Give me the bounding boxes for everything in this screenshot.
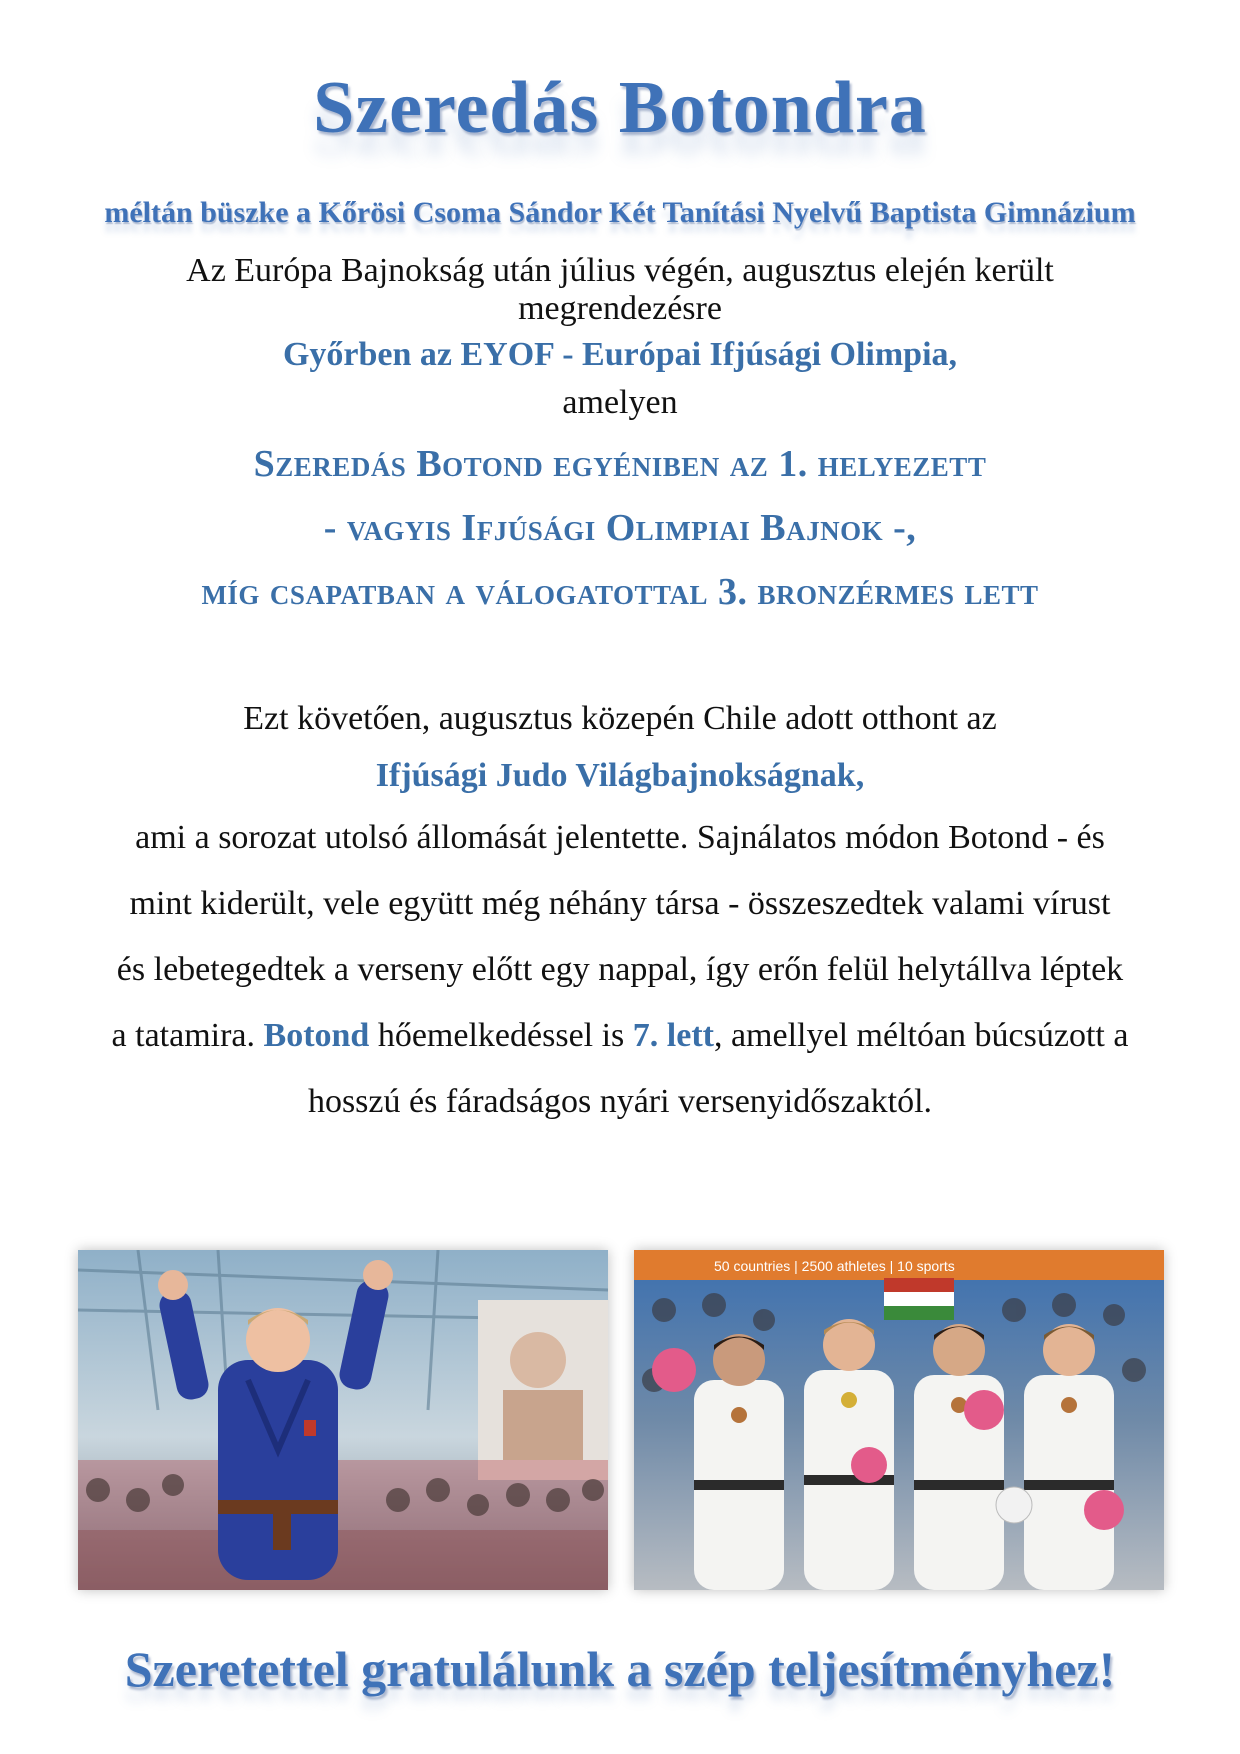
- second-line-1: Ezt követően, augusztus közepén Chile adott otthont az: [243, 700, 997, 737]
- body4-text-b: hőemelkedéssel is: [369, 1017, 633, 1054]
- footer-congratulations: Szeretettel gratulálunk a szép teljesítményhez!: [124, 1641, 1116, 1697]
- banner-text: 50 countries | 2500 athletes | 10 sports: [714, 1258, 955, 1274]
- intro-event: Győrben az EYOF - Európai Ifjúsági Olimpia,: [282, 336, 958, 373]
- body4-text-a: a tatamira.: [111, 1017, 264, 1054]
- page-subtitle: méltán büszke a Kőrösi Csoma Sándor Két Tanítási Nyelvű Baptista Gimnázium: [104, 196, 1136, 229]
- highlight-name: Botond: [263, 1017, 370, 1054]
- photo-podium-image: [634, 1250, 1164, 1590]
- second-body-line-2: mint kiderült, vele együtt még néhány társa - összeszedtek valami vírust: [129, 885, 1111, 922]
- intro-line-3: amelyen: [562, 384, 678, 421]
- intro-line-2: megrendezésre: [518, 290, 722, 327]
- second-body: [0, 805, 1240, 1135]
- intro-line-1: Az Európa Bajnokság után július végén, augusztus elején került: [186, 252, 1054, 289]
- photo-judoka-celebrating: [78, 1250, 608, 1590]
- second-body-line-3: és lebetegedtek a verseny előtt egy nappal, így erőn felül helytállva léptek: [116, 951, 1124, 988]
- page-title: Szeredás Botondra: [313, 67, 927, 149]
- photo-podium: [634, 1250, 1164, 1590]
- highlight-place: 7. lett: [632, 1017, 714, 1054]
- photo-judoka-celebrating-image: [78, 1250, 608, 1590]
- result-line-1: Szeredás Botond egyéniben az 1. helyezett: [253, 443, 987, 485]
- second-body-line-1: ami a sorozat utolsó állomását jelentette. Sajnálatos módon Botond - és: [135, 819, 1105, 856]
- result-line-3: míg csapatban a válogatottal 3. bronzérmes lett: [201, 571, 1039, 613]
- result-line-2: - vagyis Ifjúsági Olimpiai Bajnok -,: [323, 507, 917, 549]
- second-body-line-4: [0, 1003, 1240, 1069]
- second-body-line-5: hosszú és fáradságos nyári versenyidőszaktól.: [307, 1083, 933, 1120]
- body4-text-c: , amellyel méltóan búcsúzott a: [713, 1017, 1129, 1054]
- second-event: Ifjúsági Judo Világbajnokságnak,: [375, 757, 865, 794]
